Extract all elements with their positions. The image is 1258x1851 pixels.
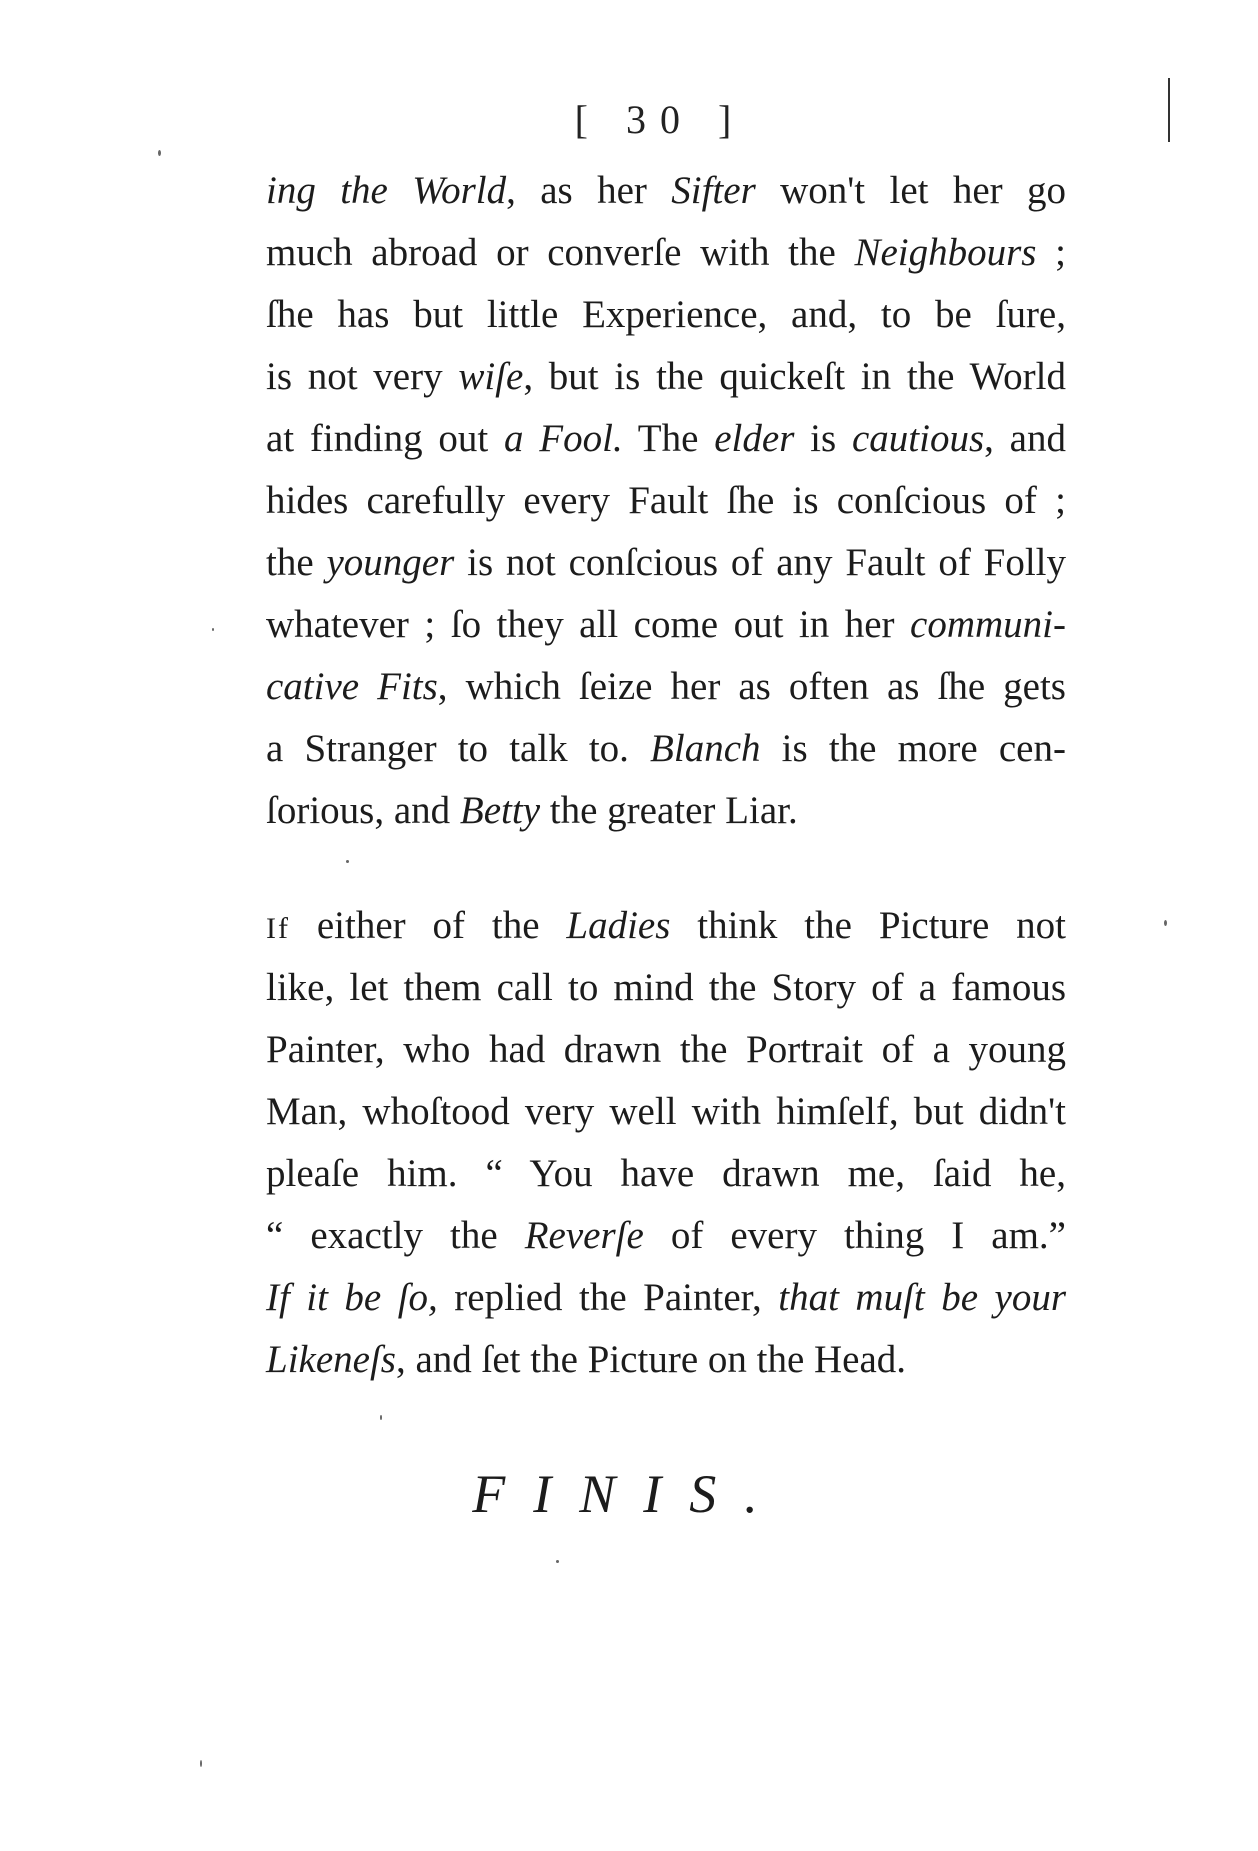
text-run: pleaſe him. “ You have drawn me, ſaid he, — [266, 1152, 1066, 1195]
text-run: Man, whoſtood very well with himſelf, but didn't — [266, 1090, 1066, 1133]
page-number: [ 30 ] — [574, 97, 746, 142]
text-run: , and — [984, 417, 1066, 460]
text-run: ; — [1036, 231, 1066, 274]
paper-speck — [346, 860, 349, 863]
text-line — [266, 1143, 1066, 1205]
italic-text: Betty — [459, 789, 541, 832]
text-run: , as her — [506, 169, 672, 212]
italic-text: elder — [714, 417, 795, 460]
text-run: is not conſcious of any Fault of Folly — [454, 541, 1066, 584]
italic-text: younger — [326, 541, 455, 584]
italic-text: Neighbours — [854, 231, 1037, 274]
text-run: , which ſeize her as often as ſhe gets — [437, 665, 1066, 708]
text-run: the greater Liar. — [540, 789, 798, 832]
paper-speck — [158, 150, 161, 156]
italic-text: cative Fits — [266, 665, 438, 708]
paper-speck — [380, 1415, 382, 1420]
text-run: is the more cen- — [760, 727, 1066, 770]
text-run: at finding out — [266, 417, 505, 460]
text-line — [266, 408, 1066, 470]
italic-text: Ladies — [566, 904, 671, 947]
text-run: is not very — [266, 355, 459, 398]
text-run: the — [266, 541, 327, 584]
text-run: a Stranger to talk to. — [266, 727, 651, 770]
italic-text: Blanch — [650, 727, 761, 770]
paper-speck — [556, 1560, 559, 1563]
italic-text: a Fool. — [504, 417, 623, 460]
text-run: ſhe has but little Experience, and, to be ſure, — [266, 293, 1066, 336]
text-line — [266, 470, 1066, 532]
italic-text: communi- — [910, 603, 1066, 646]
text-line — [266, 780, 1066, 842]
text-run: much abroad or converſe with the — [266, 231, 855, 274]
italic-text: cautious — [851, 417, 985, 460]
text-line — [266, 160, 1066, 222]
text-run: like, let them call to mind the Story of a famous — [266, 966, 1066, 1009]
text-run: either of the — [289, 904, 567, 947]
italic-text: that muſt be your — [778, 1276, 1066, 1319]
text-run: think the Picture not — [670, 904, 1066, 947]
text-run: whatever ; ſo they all come out in her — [266, 603, 911, 646]
text-line — [266, 1205, 1066, 1267]
text-line — [266, 222, 1066, 284]
text-line — [266, 656, 1066, 718]
paragraph-2 — [266, 895, 1066, 1391]
text-run: , and ſet the Picture on the Head. — [395, 1338, 907, 1381]
text-line — [266, 895, 1066, 957]
text-run: The — [622, 417, 715, 460]
text-line — [266, 346, 1066, 408]
text-run: replied the Painter, — [437, 1276, 779, 1319]
text-line — [266, 284, 1066, 346]
text-run: “ exactly the — [266, 1214, 525, 1257]
text-line — [266, 1081, 1066, 1143]
text-line — [266, 718, 1066, 780]
text-run: , but is the quickeſt in the World — [523, 355, 1066, 398]
text-line — [266, 957, 1066, 1019]
text-run: won't let her go — [755, 169, 1066, 212]
text-line — [266, 1019, 1066, 1081]
text-run: hides carefully every Fault ſhe is conſcious of ; — [266, 479, 1066, 522]
paragraph-1 — [266, 160, 1066, 842]
italic-text: Sifter — [671, 169, 756, 212]
page-edge-mark — [1168, 78, 1170, 142]
italic-text: wiſe — [458, 355, 524, 398]
paper-speck — [1164, 920, 1167, 926]
text-line — [266, 532, 1066, 594]
italic-text: Reverſe — [524, 1214, 644, 1257]
italic-text: Likeneſs — [266, 1338, 396, 1381]
text-line — [266, 594, 1066, 656]
text-run: of every thing I am.” — [643, 1214, 1066, 1257]
finis-heading: FINIS. — [472, 1464, 786, 1524]
paper-speck — [200, 1760, 202, 1767]
paper-speck — [212, 628, 214, 631]
text-line — [266, 1329, 1066, 1391]
italic-text: If it be ſo, — [266, 1276, 438, 1319]
text-run: ſorious, and — [266, 789, 460, 832]
text-run: Painter, who had drawn the Portrait of a young — [266, 1028, 1066, 1071]
text-line — [266, 1267, 1066, 1329]
text-run: is — [794, 417, 852, 460]
small-caps-opening: If — [266, 912, 290, 945]
italic-text: ing the World — [266, 169, 507, 212]
